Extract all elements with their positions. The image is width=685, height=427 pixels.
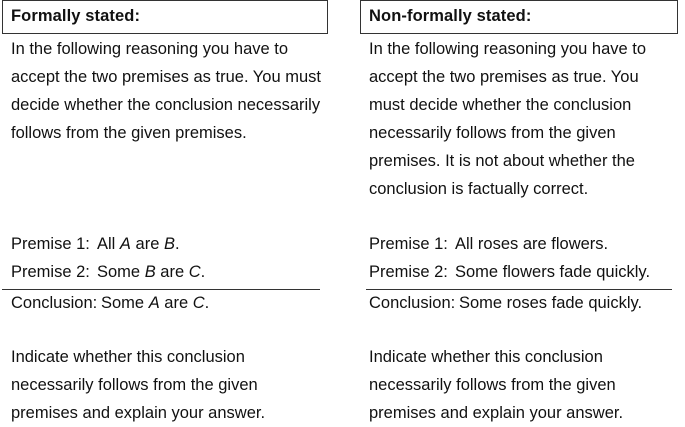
formal-intro: In the following reasoning you have to accept the two premises as true. You must decide whether the conclusion necessarily follows from the given premises.: [11, 40, 321, 142]
nonformal-premise-2: [360, 258, 672, 286]
nonformal-title: Non-formally stated:: [360, 0, 678, 34]
formal-premise-2: [2, 258, 320, 286]
formal-title: Formally stated:: [2, 0, 328, 34]
premise-1-text: All A are B.: [97, 235, 180, 253]
nonformal-conclusion: [360, 289, 672, 317]
premise-1-text: All roses are flowers.: [455, 235, 609, 253]
nonformal-premise-1: [360, 230, 672, 258]
nonformal-intro: In the following reasoning you have to accept the two premises as true. You must decide whether the conclusion necessarily follows from the given premises. It is not about whether the conclusion is factually correct.: [369, 40, 647, 198]
premise-1-label: Premise 1:: [11, 235, 90, 253]
premise-2-label: Premise 2:: [369, 263, 448, 281]
premise-2-text: Some B are C.: [97, 263, 206, 281]
premise-2-label: Premise 2:: [11, 263, 90, 281]
conclusion-label: Conclusion:: [11, 294, 98, 312]
formal-question: Indicate whether this conclusion necessarily follows from the given premises and explain your answer.: [11, 348, 266, 422]
premise-2-text: Some flowers fade quickly.: [455, 263, 651, 281]
nonformal-column: [360, 0, 682, 422]
conclusion-text: Some roses fade quickly.: [459, 294, 643, 312]
formal-conclusion: [2, 289, 320, 317]
nonformal-premises: [360, 230, 672, 317]
conclusion-label: Conclusion:: [369, 294, 456, 312]
nonformal-question: Indicate whether this conclusion necessarily follows from the given premises and explain your answer.: [369, 348, 624, 422]
premise-1-label: Premise 1:: [369, 235, 448, 253]
conclusion-text: Some A are C.: [101, 294, 210, 312]
formal-column: [2, 0, 330, 422]
formal-premise-1: [2, 230, 320, 258]
formal-premises: [2, 230, 320, 317]
